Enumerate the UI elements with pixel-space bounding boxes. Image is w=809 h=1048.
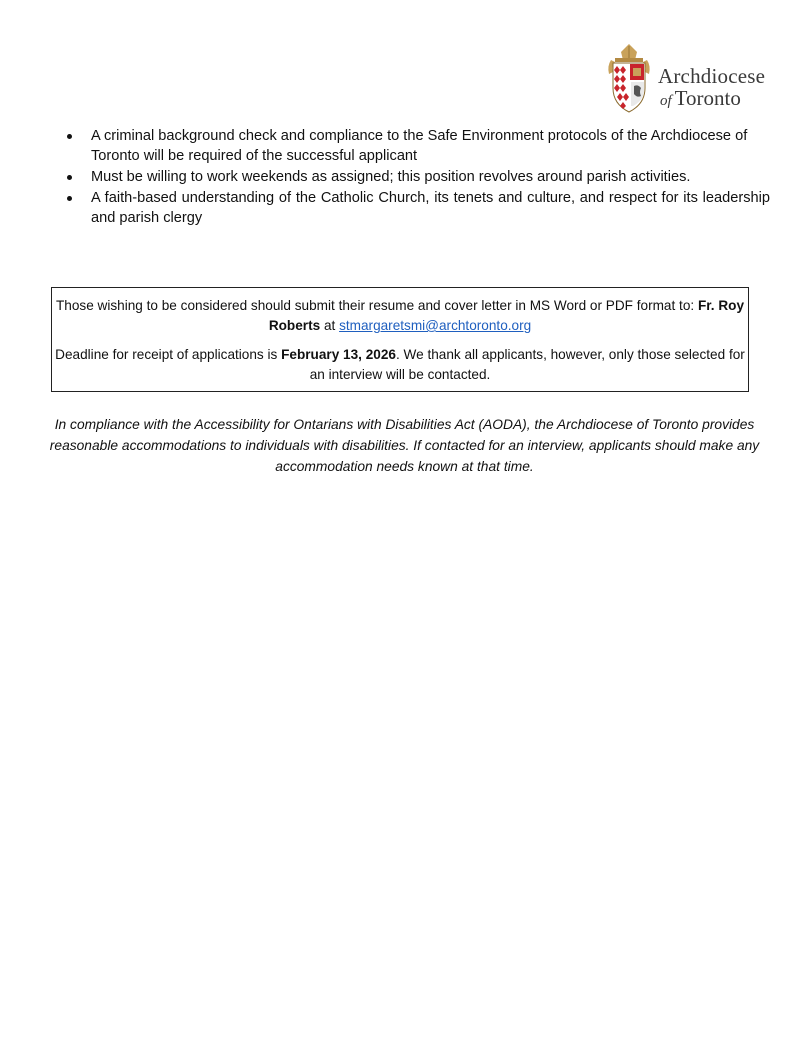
bullet-icon	[67, 175, 72, 180]
contact-email-link[interactable]: stmargaretsmi@archtoronto.org	[339, 318, 532, 333]
archdiocese-logo	[603, 42, 775, 114]
logo-line-archdiocese: Archdiocese	[658, 64, 766, 88]
list-item-text: A faith-based understanding of the Catholic Church, its tenets and culture, and respect for its leadership and parish clergy	[91, 190, 770, 226]
bullet-icon	[67, 196, 72, 201]
logo-wordmark	[658, 66, 765, 109]
list-item-text: Must be willing to work weekends as assigned; this position revolves around parish activities.	[91, 169, 691, 185]
archdiocese-crest-icon	[603, 42, 655, 114]
list-item-text: A criminal background check and compliance to the Safe Environment protocols of the Archdiocese of Toronto will be required of the successful applicant	[91, 128, 748, 164]
deadline-date: February 13, 2026	[281, 347, 396, 362]
logo-of: of	[660, 93, 672, 109]
aoda-notice: In compliance with the Accessibility for Ontarians with Disabilities Act (AODA), the Archdiocese of Toronto provides reasonable accommodations to individuals with disabilities. If contacted for an interview, applicants should make any accommodation needs known at that time.	[49, 417, 760, 474]
requirements-list	[62, 126, 770, 229]
deadline-rest: . We thank all applicants, however, only those selected for an interview will be contacted.	[309, 347, 745, 382]
contact-name: Fr. Roy Roberts	[268, 298, 745, 333]
logo-toronto: Toronto	[674, 86, 741, 110]
bullet-icon	[67, 134, 72, 139]
list-item	[62, 188, 770, 228]
list-item	[62, 167, 770, 187]
logo-line-toronto	[658, 88, 765, 109]
list-item	[62, 126, 770, 166]
submission-instructions	[52, 296, 748, 336]
application-instructions-box	[51, 287, 749, 392]
submission-text: Those wishing to be considered should submit their resume and cover letter in MS Word or PDF format to:	[55, 298, 698, 313]
at-text: at	[320, 318, 340, 333]
deadline-notice	[52, 345, 748, 385]
deadline-intro: Deadline for receipt of applications is	[55, 347, 282, 362]
